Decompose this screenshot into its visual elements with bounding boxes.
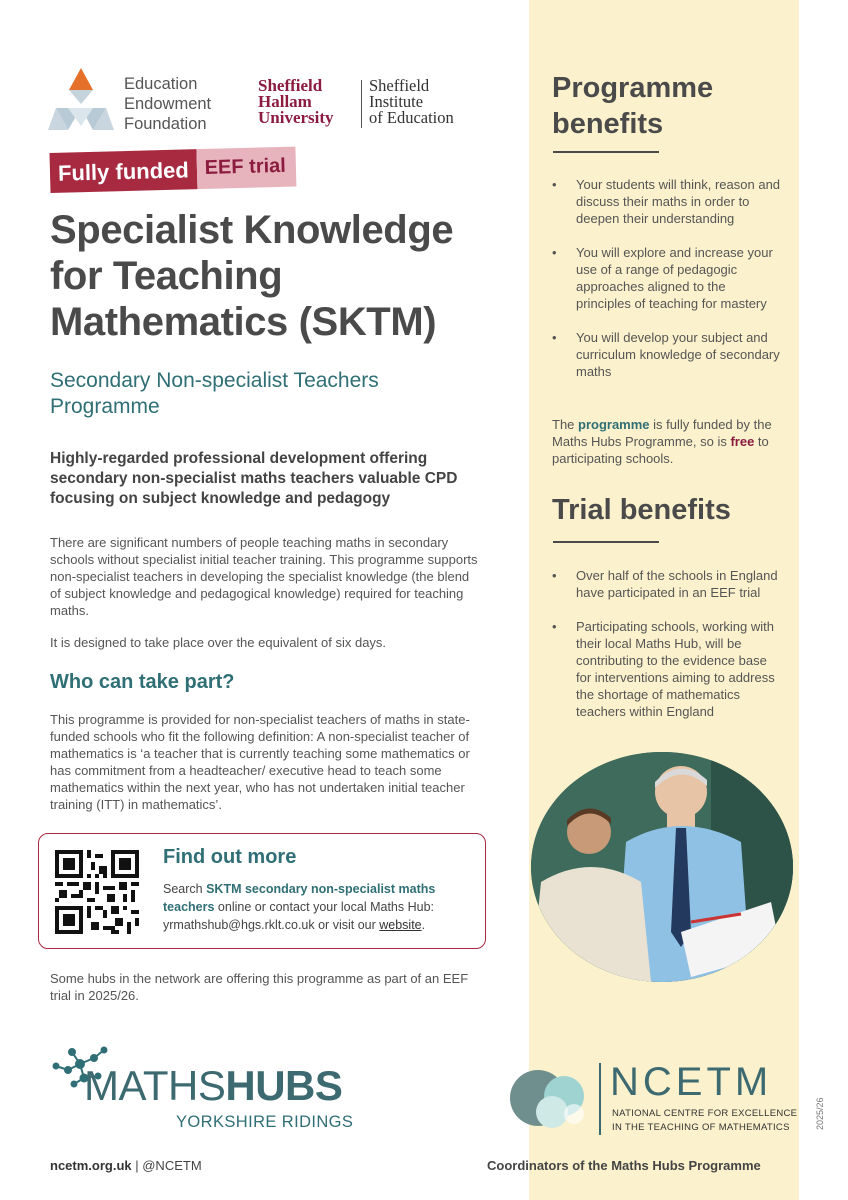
eef-line-1: Education [124, 75, 198, 93]
mh-hubs: HUBS [225, 1062, 343, 1109]
ncetm-wordmark: NCETM [610, 1060, 773, 1104]
who-paragraph: This programme is provided for non-specialist teachers of maths in state-funded schools who fit the following definition: A non-specialist teacher of mathematics is ‘a teacher that is currently teaching some mathematics or has commitment from a headteacher/ executive head to teach some mathematics within the next year, who has not undertaken initial teacher training (ITT) in mathematics’. [50, 712, 470, 812]
find-text-pre: Search [163, 882, 207, 896]
programme-benefit-item: • You will develop your subject and curriculum knowledge of secondary maths [552, 329, 782, 380]
funded-mid: is fully funded by the Maths Hubs Programme, so is [552, 417, 772, 449]
ncetm-sub-line-1: NATIONAL CENTRE FOR EXCELLENCE [612, 1108, 798, 1119]
shu-line-2: Hallam [258, 92, 312, 111]
ncetm-divider [599, 1063, 601, 1135]
page-subtitle: Secondary Non-specialist Teachers Programme [50, 369, 379, 418]
banner-eef-trial: EEF trial [196, 147, 296, 190]
ncetm-fullname [612, 1107, 797, 1135]
programme-benefit-item: • You will explore and increase your use of a range of pedagogic approaches aligned to the principles of teaching for mastery [552, 244, 782, 312]
shu-line-3: University [258, 108, 334, 127]
teacher-student-photo [531, 752, 793, 982]
who-heading: Who can take part? [50, 671, 235, 693]
sie-line-1: Sheffield [369, 76, 430, 95]
find-text-mid: online or contact your local Maths Hub: yrmathshub@hgs.rklt.co.uk or visit our [163, 900, 434, 932]
qr-code-icon[interactable] [55, 850, 139, 934]
eef-line-2: Endowment [124, 95, 212, 113]
trial-benefit-item: • Participating schools, working with their local Maths Hub, will be contributing to the evidence base for interventions aiming to address the shortage of mathematics teachers within England [552, 618, 782, 720]
funded-pre: The [552, 417, 579, 432]
lead-paragraph: Highly-regarded professional development offering secondary non-specialist maths teachers valuable CPD focusing on subject knowledge and pedagogy [50, 450, 458, 507]
mh-maths: MATHS [84, 1062, 226, 1109]
website-link[interactable]: website [379, 918, 422, 932]
footer-contacts [50, 1158, 202, 1173]
intro-paragraph: There are significant numbers of people teaching maths in secondary schools without specialist initial teacher training. This programme supports non-specialist teachers in developing the specialist knowledge (the blend of subject knowledge and pedagogical knowledge) required for teaching maths. [50, 535, 478, 618]
duration-paragraph: It is designed to take place over the equivalent of six days. [50, 635, 387, 650]
page-title: Specialist Knowledge for Teaching Mathematics (SKTM) [50, 208, 454, 344]
eef-wordmark [124, 74, 211, 134]
maths-hubs-wordmark [84, 1062, 343, 1109]
programme-benefit-item: • Your students will think, reason and discuss their maths in order to deepen their understanding [552, 176, 782, 227]
funded-post: to participating schools. [552, 434, 769, 466]
funded-programme: programme [578, 417, 650, 432]
funded-banner [49, 147, 296, 193]
programme-benefits-list [552, 176, 782, 397]
footer-handle[interactable]: @NCETM [142, 1158, 202, 1173]
funded-free: free [730, 434, 755, 449]
trial-benefits-list [552, 567, 782, 737]
sie-wordmark [369, 78, 454, 126]
funding-statement [552, 416, 777, 467]
find-out-more-heading: Find out more [163, 846, 297, 868]
trial-benefits-heading: Trial benefits [552, 494, 731, 526]
shu-line-1: Sheffield [258, 76, 323, 95]
trial-note: Some hubs in the network are offering this programme as part of an EEF trial in 2025/26. [50, 971, 469, 1003]
footer-sep: | [131, 1158, 143, 1173]
programme-benefits-rule [553, 151, 659, 153]
eef-logo-icon [48, 68, 114, 132]
programme-benefits-heading: Programme benefits [552, 72, 714, 140]
trial-benefit-item: • Over half of the schools in England have participated in an EEF trial [552, 567, 782, 601]
shu-wordmark [258, 78, 334, 126]
eef-line-3: Foundation [124, 115, 207, 133]
ncetm-logo-icon [508, 1062, 598, 1134]
sie-line-2: Institute [369, 92, 424, 111]
edition-year: 2025/26 [815, 1097, 825, 1130]
find-text-post: . [421, 918, 426, 932]
trial-benefits-rule [553, 541, 659, 543]
footer-coordinators: Coordinators of the Maths Hubs Programme [487, 1158, 761, 1173]
ncetm-sub-line-2: IN THE TEACHING OF MATHEMATICS [612, 1122, 790, 1133]
find-search-term: SKTM secondary non-specialist maths teachers [163, 882, 436, 914]
find-out-more-text [163, 880, 481, 934]
maths-hub-region: YORKSHIRE RIDINGS [176, 1113, 354, 1131]
logo-divider [361, 80, 362, 128]
banner-fully-funded: Fully funded [49, 149, 197, 193]
footer-site-link[interactable]: ncetm.org.uk [50, 1158, 132, 1173]
find-out-more-box [38, 833, 486, 949]
sie-line-3: of Education [369, 108, 454, 127]
